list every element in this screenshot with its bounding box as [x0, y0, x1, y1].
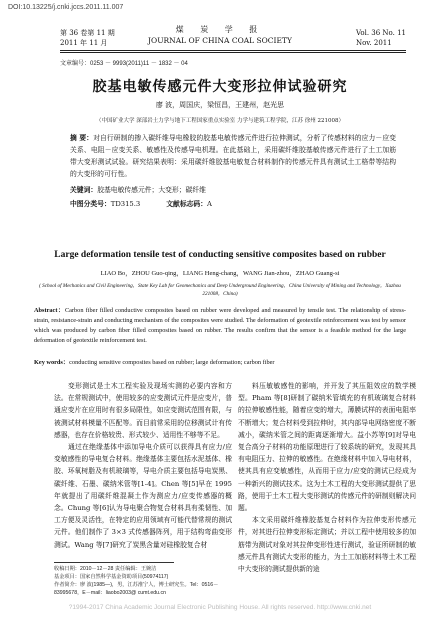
authors-cn: 廖 波，周国庆，梁恒昌，王建州，赵光思 — [155, 101, 285, 109]
classification — [70, 198, 396, 210]
header-rule — [60, 50, 406, 51]
keywords-cn-text: 胶基电敏传感元件；大变形；碳纤维 — [97, 186, 206, 194]
abstract-cn — [70, 132, 396, 180]
copyright-watermark: ?1994-2017 China Academic Journal Electronic Publishing House. All rights reserved. http://www.cnki.net — [68, 604, 372, 611]
abstract-cn-text: 对自行研制的掺入碳纤维导电橡胶的胶基电敏传感元件进行拉伸测试，分析了传感材料的应力－应变关系、电阻－应变关系、敏感性及传感导电机理。在此基础上，采用碳纤维胶基敏传感元件进行了土工加筋带大变形测试试验。研究结果表明：采用碳纤维胶基电敏复合材料制作的传感元件具有测试土工格带等结构的大变形的可行性。 — [70, 134, 397, 178]
abstract-en — [34, 306, 406, 346]
abstract-cn-label: 摘 要： — [70, 134, 94, 142]
footnote — [54, 565, 232, 597]
keywords-en-label: Key words： — [34, 359, 70, 366]
title-en: Large deformation tensile test of conducting sensitive composites based on rubber — [54, 250, 386, 260]
title-cn: 胶基电敏传感元件大变形拉伸试验研究 — [92, 79, 348, 95]
volume-en: Vol. 36 No. 11 — [355, 29, 406, 37]
journal-name-en: JOURNAL OF CHINA COAL SOCIETY — [148, 36, 292, 45]
body-paragraph: 变形测试是土木工程实验及现场实测的必要内容和方法。在常规测试中，使用较多的应变测试元件是应变片，普通应变片在应用时有很多局限性，如应变测试范围有限，与被测试材料模量不匹配等。而目前常采用的位移测试计有传感器，也存在价格较贵、形式较少、适用性不够等不足。 — [54, 382, 232, 439]
clc-code: 中图分类号：TD315.3 — [70, 200, 141, 208]
body-paragraph: 料压敏敏感性的影响，并开发了其压阻效应的数学模型。Pham 等[8]研制了碳纳米管填充的有机玻璃复合材料的拉伸敏感性能，随着应变的增大，薄膜试样的表面电阻率不断增大；复合材料受到拉伸时，其内部导电网络密度不断减小，碳纳米管之间的距离逐渐增大。益小苏等[9]对导电复合高分子材料的功能原理进行了较系统的研究，发现其具有电阻压力、拉伸的敏感性。在绝缘材料中加入导电材料，使其具有应变敏感性，从而用于应力/应变的测试已经成为一种新兴的测试技术。这为土木工程的大变形测试提供了思路，使用于土木工程大变形测试的传感元件的研制则解决问题。 — [238, 382, 416, 513]
abstract-en-label: Abstract： — [34, 307, 65, 314]
journal-name-cn: 煤 炭 学 报 — [175, 25, 265, 34]
author-bio: 作者简介：廖 波(1985—)，男，江苏淮宁人，博士研究生。Tel：0516－83995678，E－mail：liaobo2003@ cumt.edu.cn — [54, 582, 219, 596]
body-paragraph: 通过在绝缘基体中添加导电介质可以获得具有应力/应变敏感性的导电复合材料。绝缘基体主要包括水泥基体、橡胶、环氧树脂及有机玻璃等，导电介质主要包括导电炭黑、碳纤维、石墨、碳纳米管等[1-4]。Chen 等[5]早在 1995 年就提出了用碳纤维混凝土作为测应力/应变传感器的概念。Chung 等[6]认为导电聚合物复合材料具有柔韧性、加工方便及灵活性，在特定的应用领域有可能代替常规的测试元件。他们制作了 3×3 式传感器阵列，用于结构弯曲变形测试。Wang 等[7]研究了炭黑含量对硅橡胶复合材 — [54, 443, 232, 549]
keywords-en-text: conducting sensitive composites based on rubber; large deformation; carbon fiber — [69, 359, 275, 366]
doi-text: DOI:10.13225/j.cnki.jccs.2011.11.007 — [8, 4, 124, 11]
received-date: 收稿日期：2010－12－28 责任编辑：王婉洁 — [54, 566, 157, 572]
document-code: 文献标志码：A — [166, 200, 212, 208]
body-paragraph: 本文采用碳纤维橡胶基复合材料作为拉伸变形传感元件，对其进行拉伸变形标定测试；并以工程中使用较多的加筋带为测试对象对其拉伸变形性进行测试，验证所研制的敏感元件具有测试大变形的能力，为土工加筋材料等土木工程中大变形的测试提供新的途 — [238, 516, 416, 574]
article-number: 文章编号：0253 － 9993(2011)11 － 1832 － 04 — [60, 61, 188, 67]
keywords-en — [34, 358, 406, 368]
footnote-rule — [54, 562, 174, 563]
body-left-column — [54, 380, 232, 551]
date-cn: 2011 年 11 月 — [60, 39, 108, 47]
body-right-column — [238, 380, 416, 575]
affiliation-cn: （中国矿业大学 深部岩土力学与地下工程国家重点实验室 力学与建筑工程学院，江苏 徐州 221008） — [96, 118, 344, 124]
abstract-en-text: Carbon fiber filled conductive composites based on rubber were developed and measured by tensile test. The relationship of stress-strain, resistance-strain and conducting mechanism of the composites were studied. The deformation of geotextile reinforcement was test by sensor which was produced by carbon fiber filled composites based on rubber. The results confirm that the sensor is a feasible method for the large deformation of geotextile reinforcement test. — [34, 307, 406, 344]
affiliation-en: ( School of Mechanics and Civil Engineering，State Key Lab for Geomechanics and Deep Underground Engineering，China University of Mining and Technology，Xuzhou 221008，China) — [39, 283, 401, 297]
header-right — [356, 28, 406, 48]
volume-cn: 第 36 卷第 11 期 — [60, 29, 115, 37]
date-en: Nov. 2011 — [355, 39, 392, 47]
fund-info: 基金项目：国家自然科学基金资助项目(50974117) — [54, 574, 169, 580]
keywords-cn-label: 关键词： — [70, 186, 98, 194]
keywords-cn — [70, 184, 396, 196]
header-rule-thin — [60, 52, 406, 53]
authors-en: LIAO Bo，ZHOU Guo-qing，LIANG Heng-chang，WANG Jian-zhou，ZHAO Guang-si — [100, 270, 340, 277]
